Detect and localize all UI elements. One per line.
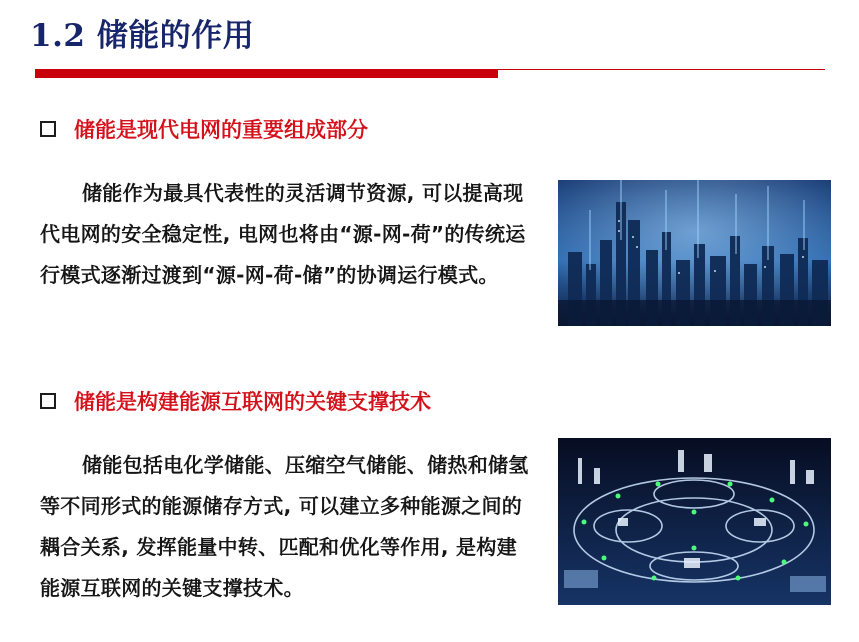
section-paragraph-1: 储能作为最具代表性的灵活调节资源, 可以提高现代电网的安全稳定性, 电网也将由“源-网-荷”的传统运行模式逐渐过渡到“源-网-荷-储”的协调运行模式。 xyxy=(40,181,526,287)
section-heading-2 xyxy=(40,386,431,416)
checkbox-bullet-icon xyxy=(40,393,56,409)
city-night-image xyxy=(558,180,831,326)
title-underline-bar xyxy=(35,69,498,78)
section-paragraph-2: 储能包括电化学储能、压缩空气储能、储热和储氢等不同形式的能源储存方式, 可以建立多种能源之间的耦合关系, 发挥能量中转、匹配和优化等作用, 是构建能源互联网的关键支撑技术。 xyxy=(40,453,529,600)
section-heading-2-text: 储能是构建能源互联网的关键支撑技术 xyxy=(74,390,431,414)
title-underline-line xyxy=(498,69,825,70)
section-heading-1-text: 储能是现代电网的重要组成部分 xyxy=(74,118,368,142)
energy-internet-image xyxy=(558,438,831,605)
page-title: 1.2 储能的作用 xyxy=(30,18,255,54)
checkbox-bullet-icon xyxy=(40,121,56,137)
section-heading-1 xyxy=(40,114,368,144)
